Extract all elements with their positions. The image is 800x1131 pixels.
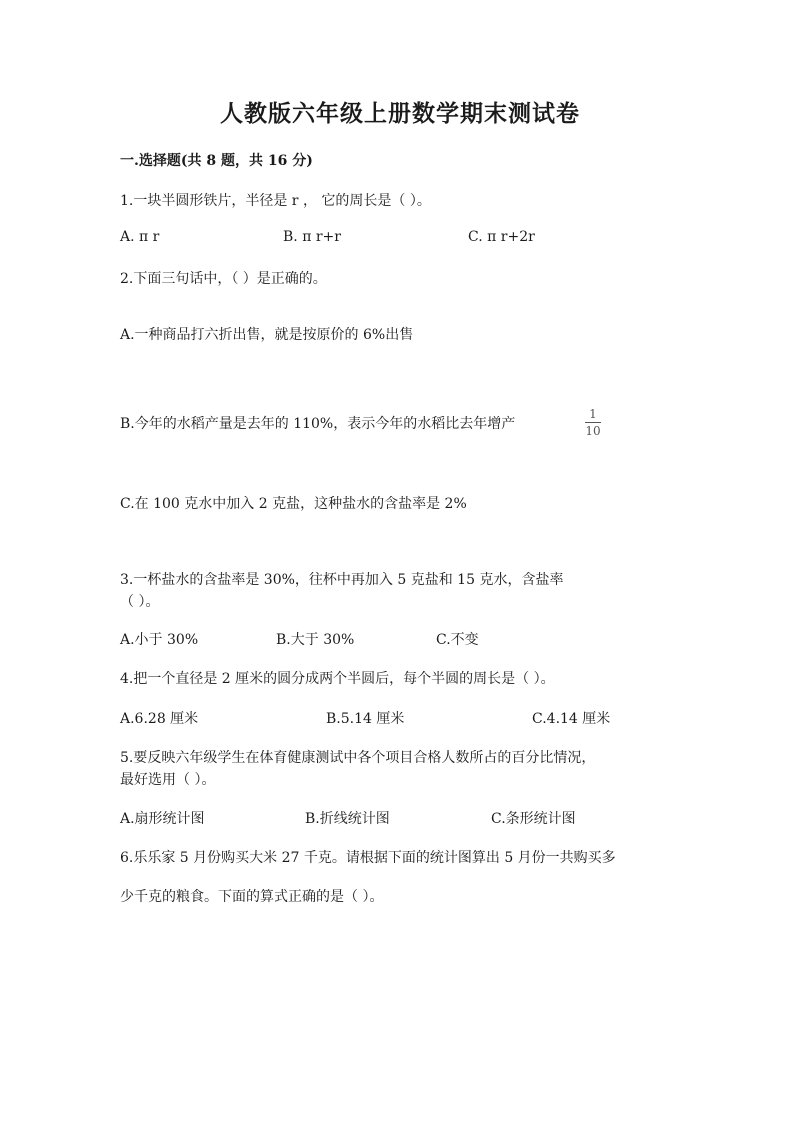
question-4-option-c: C.4.14 厘米 [532, 711, 611, 727]
question-3-option-a: A.小于 30% [120, 632, 199, 648]
question-5-stem-line-1: 5.要反映六年级学生在体育健康测试中各个项目合格人数所占的百分比情况， [120, 750, 596, 766]
fraction-bar [585, 422, 601, 423]
question-4-option-b: B.5.14 厘米 [326, 711, 405, 727]
question-6-stem-line-2: 少千克的粮食。下面的算式正确的是（ ）。 [120, 889, 384, 905]
question-2-stem: 2.下面三句话中，（ ）是正确的。 [120, 271, 327, 287]
question-1-stem: 1.一块半圆形铁片，半径是 r ， 它的周长是（ ）。 [120, 193, 431, 209]
page-title: 人教版六年级上册数学期末测试卷 [220, 100, 580, 127]
question-6-stem-line-1: 6.乐乐家 5 月份购买大米 27 千克。请根据下面的统计图算出 5 月份一共购买多 [120, 850, 616, 866]
question-5-option-c: C.条形统计图 [491, 811, 576, 827]
section-heading: 一.选择题(共 8 题，共 16 分) [120, 153, 313, 169]
question-2-option-b: B.今年的水稻产量是去年的 110%，表示今年的水稻比去年增产 [120, 416, 516, 432]
question-5-stem-line-2: 最好选用（ ）。 [120, 772, 216, 788]
question-4-stem: 4.把一个直径是 2 厘米的圆分成两个半圆后，每个半圆的周长是（ ）。 [120, 671, 555, 687]
question-2-option-c: C.在 100 克水中加入 2 克盐，这种盐水的含盐率是 2% [120, 496, 467, 512]
fraction-numerator: 1 [589, 407, 597, 421]
question-3-stem-line-2: （ ）。 [120, 594, 160, 610]
question-1-option-b: B. π r+r [283, 229, 341, 245]
question-3-option-b: B.大于 30% [276, 632, 355, 648]
fraction-one-tenth [583, 407, 603, 438]
question-3-stem-line-1: 3.一杯盐水的含盐率是 30%，往杯中再加入 5 克盐和 15 克水，含盐率 [120, 572, 564, 588]
question-5-option-a: A.扇形统计图 [120, 811, 205, 827]
fraction-denominator: 10 [585, 424, 601, 438]
question-3-option-c: C.不变 [436, 632, 479, 648]
question-5-option-b: B.折线统计图 [305, 811, 390, 827]
question-1-option-a: A. π r [120, 229, 160, 245]
question-2-option-a: A.一种商品打六折出售，就是按原价的 6%出售 [120, 327, 414, 343]
question-4-option-a: A.6.28 厘米 [120, 711, 199, 727]
question-1-option-c: C. π r+2r [468, 229, 535, 245]
